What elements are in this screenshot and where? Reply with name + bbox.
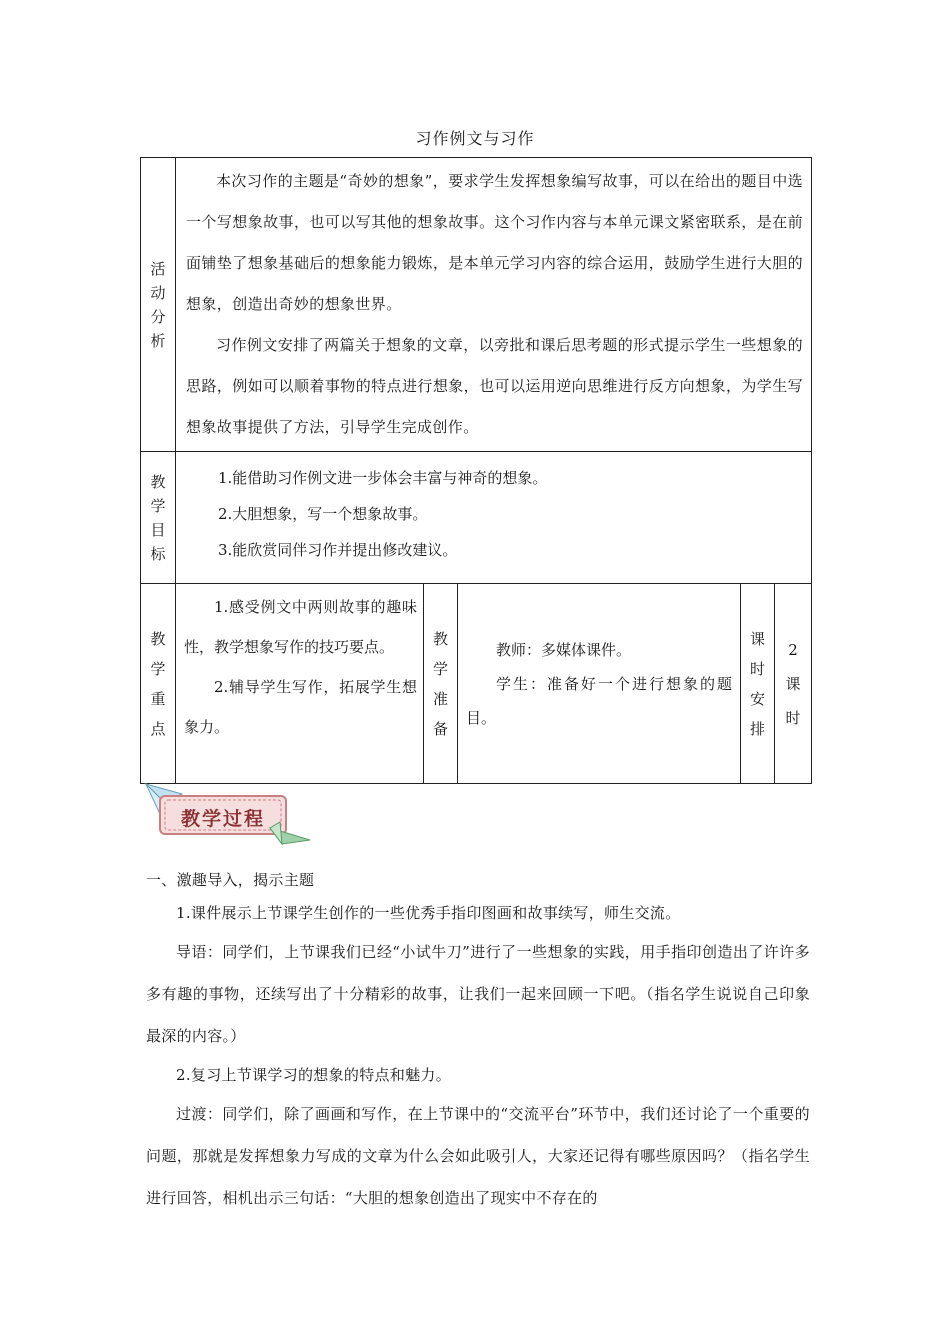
teaching-process-badge xyxy=(142,782,312,848)
body-paragraph: 过渡：同学们，除了画画和写作，在上节课中的“交流平台”环节中，我们还讨论了一个重要的问题，那就是发挥想象力写成的文章为什么会如此吸引人，大家还记得有哪些原因吗？（指名学生进行回答，相机出示三句话：“大胆的想象创造出了现实中不存在的 xyxy=(146,1105,810,1207)
document-title: 习作例文与习作 xyxy=(415,129,535,148)
analysis-paragraph: 习作例文安排了两篇关于想象的文章，以旁批和课后思考题的形式提示学生一些想象的思路，例如可以顺着事物的特点进行想象，也可以运用逆向思维进行反方向想象，为学生写想象故事提供了方法，引导学生完成创作。 xyxy=(186,336,804,436)
body-paragraph: 导语：同学们，上节课我们已经“小试牛刀”进行了一些想象的实践，用手指印创造出了许许多多有趣的事物，还续写出了十分精彩的故事，让我们一起来回顾一下吧。（指名学生说说自己印象最深的内容。） xyxy=(146,943,810,1045)
analysis-paragraph: 本次习作的主题是“奇妙的想象”，要求学生发挥想象编写故事，可以在给出的题目中选一个写想象故事，也可以写其他的想象故事。这个习作内容与本单元课文紧密联系，是在前面铺垫了想象基础后的想象能力锻炼，是本单元学习内容的综合运用，鼓励学生进行大胆的想象，创造出奇妙的想象世界。 xyxy=(186,172,804,313)
keypoints-label-cell xyxy=(141,584,176,784)
goal-item: 1.能借助习作例文进一步体会丰富与神奇的想象。 xyxy=(218,469,548,487)
analysis-row xyxy=(141,158,812,452)
keypoints-label: 教学重点 xyxy=(150,629,166,738)
prep-item: 教师：多媒体课件。 xyxy=(496,640,632,659)
keypoint-item: 1.感受例文中两则故事的趣味性，教学想象写作的技巧要点。 xyxy=(184,598,417,656)
schedule-label-cell xyxy=(741,584,775,784)
prep-label-cell xyxy=(424,584,458,784)
goals-label: 教学目标 xyxy=(150,472,166,563)
analysis-label: 活动分析 xyxy=(150,259,166,350)
badge-label: 教学过程 xyxy=(180,808,265,830)
prep-label: 教学准备 xyxy=(432,629,448,738)
body-paragraph: 1.课件展示上节课学生创作的一些优秀手指印图画和故事续写，师生交流。 xyxy=(176,904,681,922)
goal-item: 2.大胆想象，写一个想象故事。 xyxy=(218,505,428,523)
analysis-content xyxy=(176,158,812,452)
analysis-label-cell xyxy=(141,158,176,452)
keypoints-content xyxy=(176,584,424,784)
goals-label-cell xyxy=(141,452,176,584)
prep-item: 学生：准备好一个进行想象的题目。 xyxy=(466,674,732,727)
schedule-value: 2课时 xyxy=(785,640,801,727)
details-row xyxy=(141,584,812,784)
schedule-value-cell xyxy=(775,584,812,784)
keypoint-item: 2.辅导学生写作，拓展学生想象力。 xyxy=(184,678,417,736)
section-heading: 一、激趣导入，揭示主题 xyxy=(146,871,315,889)
goals-content xyxy=(176,452,812,584)
goals-row xyxy=(141,452,812,584)
lesson-body xyxy=(146,865,810,1219)
body-paragraph: 2.复习上节课学习的想象的特点和魅力。 xyxy=(176,1066,452,1084)
lesson-plan-table xyxy=(140,157,812,784)
prep-content xyxy=(458,584,741,784)
schedule-label: 课时安排 xyxy=(749,629,765,738)
goal-item: 3.能欣赏同伴习作并提出修改建议。 xyxy=(218,541,458,559)
